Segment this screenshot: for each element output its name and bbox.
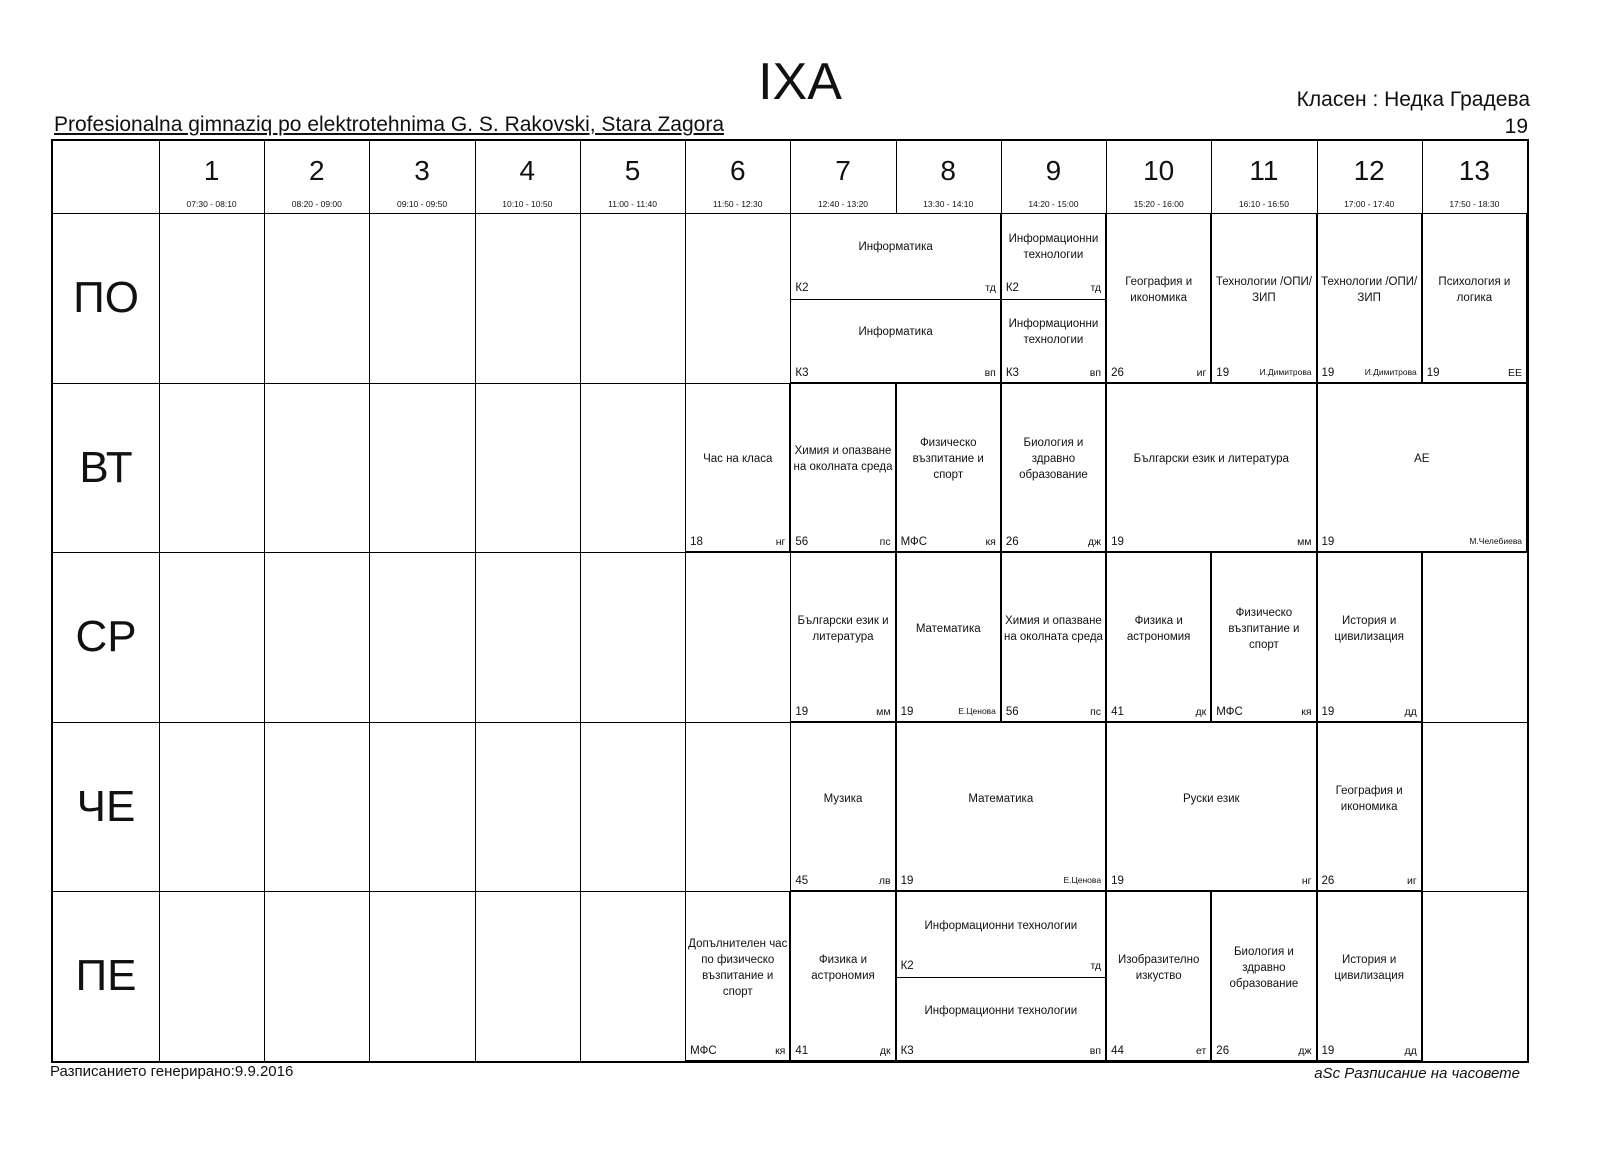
period-number: 10	[1143, 155, 1175, 186]
lesson-room: 56	[795, 536, 809, 549]
lesson-room: 19	[1321, 536, 1335, 549]
lesson-subject: Информатика	[858, 326, 933, 339]
grid-column-line	[264, 141, 265, 1061]
lesson-room: К3	[1005, 366, 1019, 379]
lesson-teacher: нг	[775, 536, 786, 549]
lesson-cell[interactable]	[1106, 552, 1211, 722]
lesson-subject: Математика	[915, 622, 981, 635]
period-number: 6	[729, 155, 746, 186]
lesson-room: 56	[1005, 705, 1019, 718]
lesson-subject: Български език и литература	[1133, 453, 1289, 466]
lesson-cell[interactable]	[1317, 891, 1422, 1061]
lesson-subject: Информационни технологии	[924, 1004, 1078, 1017]
lesson-subject: География и икономика	[1125, 275, 1193, 304]
lesson-teacher: Е.Ценова	[1063, 875, 1102, 886]
lesson-room: К3	[795, 366, 809, 379]
lesson-teacher: тд	[1090, 281, 1102, 294]
home-room: 19	[1504, 115, 1528, 138]
lesson-subject: Час на класа	[703, 453, 773, 466]
period-number: 8	[940, 155, 956, 186]
lesson-cell[interactable]	[1001, 383, 1106, 553]
lesson-teacher: пс	[1090, 705, 1102, 718]
lesson-room: 18	[690, 536, 703, 549]
period-time: 10:10 - 10:50	[502, 199, 553, 209]
period-number: 5	[624, 155, 641, 186]
lesson-room: 19	[1426, 366, 1440, 379]
lesson-subject: Руски език	[1183, 792, 1240, 805]
grid-column-line	[580, 141, 581, 1061]
day-label: СР	[75, 612, 137, 662]
lesson-teacher: дд	[1404, 705, 1417, 718]
timetable-grid	[51, 139, 1529, 1063]
lesson-teacher: мм	[1297, 536, 1312, 549]
lesson-cell[interactable]	[896, 891, 1106, 1061]
lesson-cell[interactable]	[1106, 722, 1316, 892]
lesson-teacher: нг	[1301, 875, 1312, 888]
lesson-teacher: ЕЕ	[1507, 366, 1522, 379]
period-time: 11:50 - 12:30	[713, 199, 763, 209]
lesson-cell[interactable]	[790, 552, 895, 722]
period-number: 13	[1458, 155, 1490, 186]
lesson-cell[interactable]	[790, 722, 895, 892]
lesson-subject: Физика и астрономия	[1126, 614, 1191, 643]
lesson-teacher: иг	[1407, 875, 1417, 888]
period-time: 17:50 - 18:30	[1449, 199, 1500, 209]
period-number: 9	[1045, 155, 1062, 186]
lesson-cell[interactable]	[896, 552, 1001, 722]
day-label: ПЕ	[75, 951, 137, 1001]
lesson-cell[interactable]	[685, 383, 790, 553]
lesson-teacher: тд	[1090, 960, 1102, 973]
period-time: 16:10 - 16:50	[1238, 199, 1289, 209]
lesson-cell[interactable]	[1317, 383, 1527, 553]
lesson-cell[interactable]	[1001, 552, 1106, 722]
lesson-teacher: кя	[985, 536, 996, 549]
period-number: 11	[1249, 155, 1279, 186]
generated-date: Разписанието генерирано:9.9.2016	[50, 1063, 294, 1080]
lesson-cell[interactable]	[790, 213, 1000, 383]
lesson-teacher: мм	[876, 705, 891, 718]
lesson-teacher: дж	[1087, 536, 1102, 549]
period-time: 15:20 - 16:00	[1133, 199, 1184, 209]
grid-column-line	[475, 141, 476, 1061]
lesson-room: 26	[1216, 1044, 1230, 1057]
lesson-subject: Изобразително изкуство	[1117, 954, 1200, 983]
lesson-subject: Физическо възпитание и спорт	[1228, 606, 1300, 651]
period-number: 3	[414, 155, 430, 186]
lesson-cell[interactable]	[1317, 552, 1422, 722]
lesson-room: 41	[1111, 705, 1124, 718]
period-time: 13:30 - 14:10	[923, 199, 974, 209]
period-time: 12:40 - 13:20	[817, 199, 869, 209]
lesson-subject: Музика	[823, 792, 863, 805]
lesson-room: 41	[795, 1044, 809, 1057]
lesson-subject: Психология и логика	[1438, 275, 1511, 304]
lesson-subject: Информатика	[858, 241, 933, 254]
lesson-room: 45	[795, 875, 809, 888]
lesson-cell[interactable]	[896, 383, 1001, 553]
lesson-subject: Математика	[968, 792, 1034, 805]
period-number: 4	[519, 155, 536, 186]
lesson-cell[interactable]	[1106, 213, 1211, 383]
lesson-cell[interactable]	[1317, 722, 1422, 892]
lesson-teacher: иг	[1196, 366, 1207, 379]
period-number: 7	[835, 155, 851, 186]
lesson-subject: Биология и здравно образование	[1229, 946, 1299, 991]
lesson-teacher: М.Челебиева	[1469, 536, 1522, 547]
lesson-subject: Допълнителен час по физическо възпитание и спорт	[688, 938, 788, 999]
lesson-teacher: кя	[1301, 705, 1312, 718]
lesson-subject: Физика и астрономия	[811, 954, 875, 983]
lesson-cell[interactable]	[790, 891, 895, 1061]
school-name-text: Profesionalna gimnaziq po elektrotehnima G. S. Rakovski, Stara Zagora	[54, 113, 725, 136]
lesson-cell[interactable]	[1211, 552, 1316, 722]
lesson-room: 26	[1321, 875, 1335, 888]
lesson-teacher: дж	[1298, 1044, 1312, 1057]
lesson-cell[interactable]	[1106, 891, 1211, 1061]
lesson-teacher: дд	[1404, 1044, 1417, 1057]
lesson-teacher: пс	[879, 536, 891, 549]
lesson-subject: Информационни технологии	[924, 919, 1078, 932]
lesson-cell[interactable]	[1001, 213, 1106, 383]
lesson-cell[interactable]	[790, 383, 895, 553]
lesson-cell[interactable]	[896, 722, 1106, 892]
lesson-teacher: ет	[1195, 1044, 1207, 1057]
period-time: 14:20 - 15:00	[1028, 199, 1079, 209]
lesson-subject: Технологии /ОПИ/ ЗИП	[1215, 275, 1312, 304]
day-label: ПО	[73, 273, 139, 322]
period-number: 12	[1353, 155, 1385, 186]
lesson-room: 26	[1005, 536, 1019, 549]
lesson-room: К2	[900, 960, 914, 973]
period-time: 17:00 - 17:40	[1344, 199, 1395, 209]
lesson-subject: География и икономика	[1335, 784, 1403, 813]
lesson-room: МФС	[690, 1044, 717, 1057]
period-time: 07:30 - 08:10	[186, 199, 237, 209]
day-label: ВТ	[79, 442, 133, 492]
day-label: ЧЕ	[76, 781, 136, 831]
period-number: 2	[309, 155, 325, 186]
lesson-cell[interactable]	[1422, 213, 1527, 383]
lesson-cell[interactable]	[1317, 213, 1422, 383]
lesson-room: К2	[795, 281, 809, 294]
period-number: 1	[203, 155, 220, 186]
lesson-room: 19	[1321, 705, 1335, 718]
lesson-room: 19	[1216, 366, 1230, 379]
lesson-subject: История и цивилизация	[1334, 954, 1404, 983]
lesson-teacher: лв	[878, 875, 891, 888]
lesson-room: 19	[795, 705, 809, 718]
lesson-subject: Информационни технологии	[1008, 233, 1099, 262]
lesson-subject: Български език и литература	[797, 614, 889, 643]
lesson-room: 19	[1321, 366, 1335, 379]
lesson-teacher: И.Димитрова	[1364, 366, 1417, 377]
lesson-cell[interactable]	[1106, 383, 1316, 553]
lesson-subject: Информационни технологии	[1008, 318, 1099, 347]
lesson-teacher: дк	[879, 1044, 891, 1057]
lesson-cell[interactable]	[1211, 213, 1316, 383]
lesson-subject: Химия и опазване на околната среда	[1003, 614, 1103, 643]
class-title: IXA	[758, 53, 842, 111]
school-name	[54, 113, 724, 137]
lesson-teacher: вп	[1089, 1044, 1102, 1057]
lesson-room: 19	[1111, 875, 1124, 888]
lesson-room: 19	[900, 705, 914, 718]
lesson-subject: История и цивилизация	[1334, 614, 1404, 643]
lesson-teacher: вп	[984, 366, 996, 379]
lesson-cell[interactable]	[685, 891, 790, 1061]
lesson-room: К2	[1005, 281, 1019, 294]
lesson-teacher: И.Димитрова	[1259, 366, 1312, 377]
lesson-room: 44	[1111, 1044, 1124, 1057]
grid-column-line	[159, 141, 160, 1061]
lesson-teacher: вп	[1089, 366, 1102, 379]
lesson-subject: Технологии /ОПИ/ ЗИП	[1321, 275, 1418, 304]
lesson-room: 19	[1111, 536, 1124, 549]
class-teacher: Класен : Недка Градева	[1296, 88, 1530, 111]
lesson-subject: Физическо възпитание и спорт	[912, 437, 984, 482]
lesson-cell[interactable]	[1211, 891, 1316, 1061]
lesson-room: 19	[1321, 1044, 1335, 1057]
lesson-subject: Биология и здравно образование	[1019, 437, 1088, 482]
lesson-teacher: тд	[985, 281, 996, 294]
period-time: 08:20 - 09:00	[291, 199, 342, 209]
lesson-teacher: дк	[1195, 705, 1207, 718]
lesson-room: МФС	[900, 536, 928, 549]
lesson-room: МФС	[1216, 705, 1243, 718]
lesson-room: К3	[900, 1044, 914, 1057]
lesson-room: 26	[1111, 366, 1124, 379]
lesson-subject: Химия и опазване на околната среда	[793, 445, 893, 474]
grid-column-line	[369, 141, 370, 1061]
lesson-teacher: Е.Ценова	[958, 705, 996, 716]
lesson-room: 19	[900, 875, 914, 888]
period-time: 11:00 - 11:40	[608, 199, 657, 209]
period-time: 09:10 - 09:50	[397, 199, 448, 209]
lesson-teacher: кя	[775, 1044, 786, 1057]
software-credit: aSc Разписание на часовете	[1314, 1065, 1520, 1082]
lesson-subject: АЕ	[1414, 453, 1430, 466]
